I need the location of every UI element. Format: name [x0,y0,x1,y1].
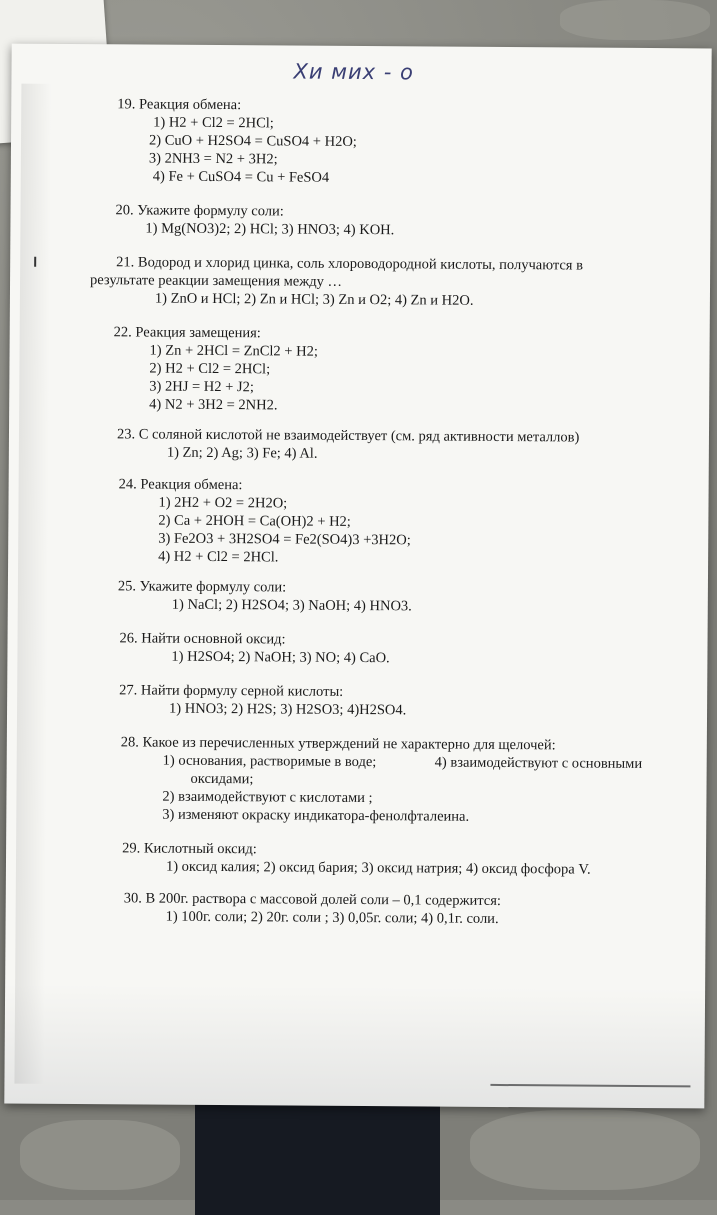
q21-title: 21. Водород и хлорид цинка, соль хлороводородной кислоты, получаются в [116,254,584,274]
handwritten-title: Хи мих - о [293,59,415,85]
q24-title: 24. Реакция обмена: [118,476,243,494]
q28-option-2: 2) взаимодействуют с кислотами ; [162,788,373,807]
pavement-stone [20,1120,180,1190]
q27-title: 27. Найти формулу серной кислоты: [119,682,344,700]
q24-option-3: 3) Fe2O3 + 3H2SO4 = Fe2(SO4)3 +3H2O; [158,530,411,549]
q28-option-1: 1) основания, растворимые в воде; [162,752,377,771]
q24-option-2: 2) Ca + 2HOH = Ca(OH)2 + H2; [158,512,351,530]
q28-option-4: 4) взаимодействуют с основными [434,754,643,772]
q25-title: 25. Укажите формулу соли: [117,578,287,596]
q19-option-4: 4) Fe + CuSO4 = Cu + FeSO4 [152,168,330,186]
q25-options: 1) NaCl; 2) H2SO4; 3) NaOH; 4) HNO3. [171,596,412,615]
q26-title: 26. Найти основной оксид: [119,630,286,648]
q20-options: 1) Mg(NO3)2; 2) HCl; 3) HNO3; 4) KOH. [145,220,395,239]
q28-option-1-continuation: оксидами; [190,770,254,788]
q28-title: 28. Какое из перечисленных утверждений не характерно для щелочей: [120,734,556,754]
q22-option-1: 1) Zn + 2HCl = ZnCl2 + H2; [149,342,318,360]
q21-options: 1) ZnO и HCl; 2) Zn и HCl; 3) Zn и O2; 4) Zn и H2O. [154,290,474,309]
worksheet-page [4,44,711,1109]
scan-artifact-line [490,1084,690,1087]
q30-options: 1) 100г. соли; 2) 20г. соли ; 3) 0,05г. соли; 4) 0,1г. соли. [165,908,499,927]
q19-option-1: 1) H2 + Cl2 = 2HCl; [153,114,274,132]
q23-title: 23. С соляной кислотой не взаимодействует (см. ряд активности металлов) [116,426,580,446]
q19-title: 19. Реакция обмена: [117,96,242,114]
q19-option-2: 2) CuO + H2SO4 = CuSO4 + H2O; [148,132,357,150]
q28-option-3: 3) изменяют окраску индикатора-фенолфталеина. [162,806,470,825]
q22-option-3: 3) 2HJ = H2 + J2; [149,378,254,396]
q22-option-4: 4) N2 + 3H2 = 2NH2. [149,396,278,414]
q29-title: 29. Кислотный оксид: [122,840,257,858]
pavement-stone [470,1110,700,1190]
q20-title: 20. Укажите формулу соли: [115,202,284,220]
q27-options: 1) HNO3; 2) H2S; 3) H2SO3; 4)H2SO4. [169,700,407,719]
q24-option-1: 1) 2H2 + O2 = 2H2O; [158,494,288,512]
q19-option-3: 3) 2NH3 = N2 + 3H2; [148,150,278,168]
q24-option-4: 4) H2 + Cl2 = 2HCl. [158,548,279,566]
q21-continuation: результате реакции замещения между … [90,272,343,290]
q29-options: 1) оксид калия; 2) оксид бария; 3) оксид натрия; 4) оксид фосфора V. [165,858,591,878]
pen-mark [34,257,36,267]
q23-options: 1) Zn; 2) Ag; 3) Fe; 4) Al. [166,444,318,462]
page-shadow [14,84,51,1084]
q26-options: 1) H2SO4; 2) NaOH; 3) NO; 4) CaO. [171,648,390,667]
q22-option-2: 2) H2 + Cl2 = 2HCl; [149,360,271,378]
q30-title: 30. В 200г. раствора с массовой долей соли – 0,1 содержится: [123,890,501,910]
pavement-stone [560,0,710,40]
q22-title: 22. Реакция замещения: [113,324,261,342]
